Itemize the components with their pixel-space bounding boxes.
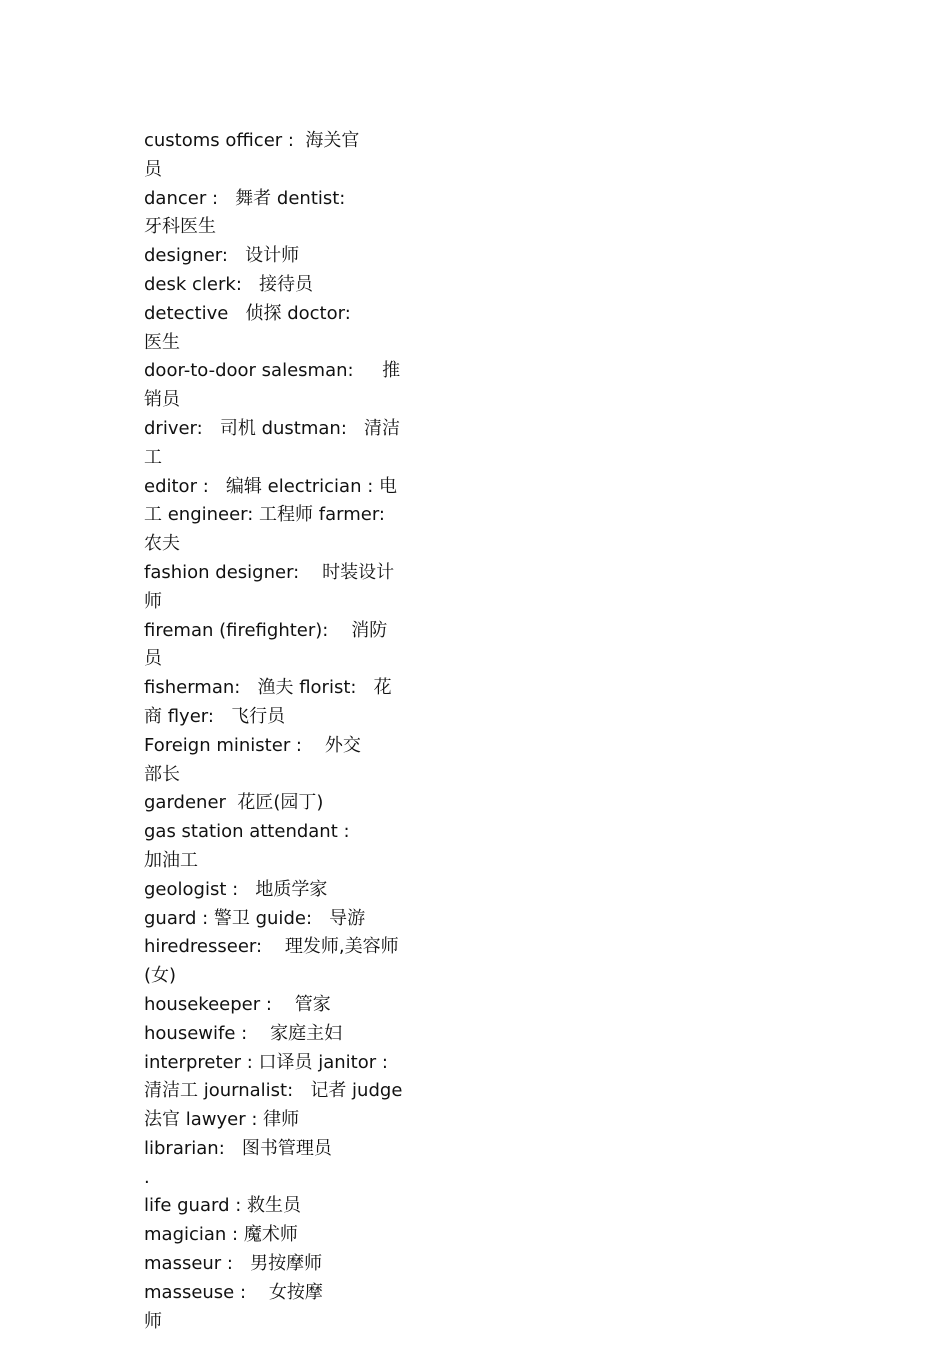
- text-line: .: [144, 1166, 150, 1188]
- text-line: 师: [144, 590, 162, 612]
- text-line: fireman (firefighter): 消防: [144, 619, 388, 641]
- text-line: interpreter : 口译员 janitor :: [144, 1051, 388, 1073]
- text-line: magician : 魔术师: [144, 1224, 298, 1246]
- text-line: gas station attendant :: [144, 821, 350, 843]
- text-line: 工 engineer: 工程师 farmer:: [144, 504, 385, 526]
- text-line: housekeeper : 管家: [144, 993, 331, 1015]
- text-line: 牙科医生: [144, 216, 216, 238]
- text-line: (女): [144, 965, 177, 987]
- text-line: 部长: [144, 763, 180, 785]
- text-line: editor : 编辑 electrician : 电: [144, 475, 397, 497]
- text-line: hiredresseer: 理发师,美容师: [144, 936, 399, 958]
- text-line: life guard : 救生员: [144, 1195, 302, 1217]
- text-line: door-to-door salesman: 推: [144, 360, 401, 382]
- text-line: designer: 设计师: [144, 245, 300, 267]
- text-line: gardener 花匠(园丁): [144, 792, 324, 814]
- text-line: 医生: [144, 331, 180, 353]
- text-line: 加油工: [144, 849, 198, 871]
- text-line: housewife : 家庭主妇: [144, 1022, 343, 1044]
- text-line: 农夫: [144, 533, 180, 555]
- text-line: 员: [144, 648, 162, 670]
- text-line: 销员: [144, 389, 180, 411]
- text-line: 商 flyer: 飞行员: [144, 705, 286, 727]
- text-line: guard : 警卫 guide: 导游: [144, 907, 366, 929]
- text-line: fisherman: 渔夫 florist: 花: [144, 677, 392, 699]
- text-line: dancer : 舞者 dentist:: [144, 187, 346, 209]
- text-line: 清洁工 journalist: 记者 judge: [144, 1080, 403, 1102]
- text-line: masseuse : 女按摩: [144, 1281, 323, 1303]
- text-line: 员: [144, 158, 162, 180]
- text-line: 师: [144, 1310, 162, 1332]
- text-line: detective 侦探 doctor:: [144, 302, 351, 324]
- text-line: customs officer : 海关官: [144, 130, 360, 151]
- text-line: driver: 司机 dustman: 清洁: [144, 417, 401, 439]
- text-line: fashion designer: 时装设计: [144, 561, 395, 583]
- text-line: librarian: 图书管理员: [144, 1137, 332, 1159]
- text-line: Foreign minister : 外交: [144, 734, 361, 756]
- text-line: masseur : 男按摩师: [144, 1253, 323, 1275]
- text-line: 工: [144, 446, 162, 468]
- text-line: 法官 lawyer : 律师: [144, 1109, 300, 1131]
- text-line: geologist : 地质学家: [144, 878, 328, 900]
- text-line: desk clerk: 接待员: [144, 273, 314, 295]
- vocabulary-list: [144, 127, 414, 1336]
